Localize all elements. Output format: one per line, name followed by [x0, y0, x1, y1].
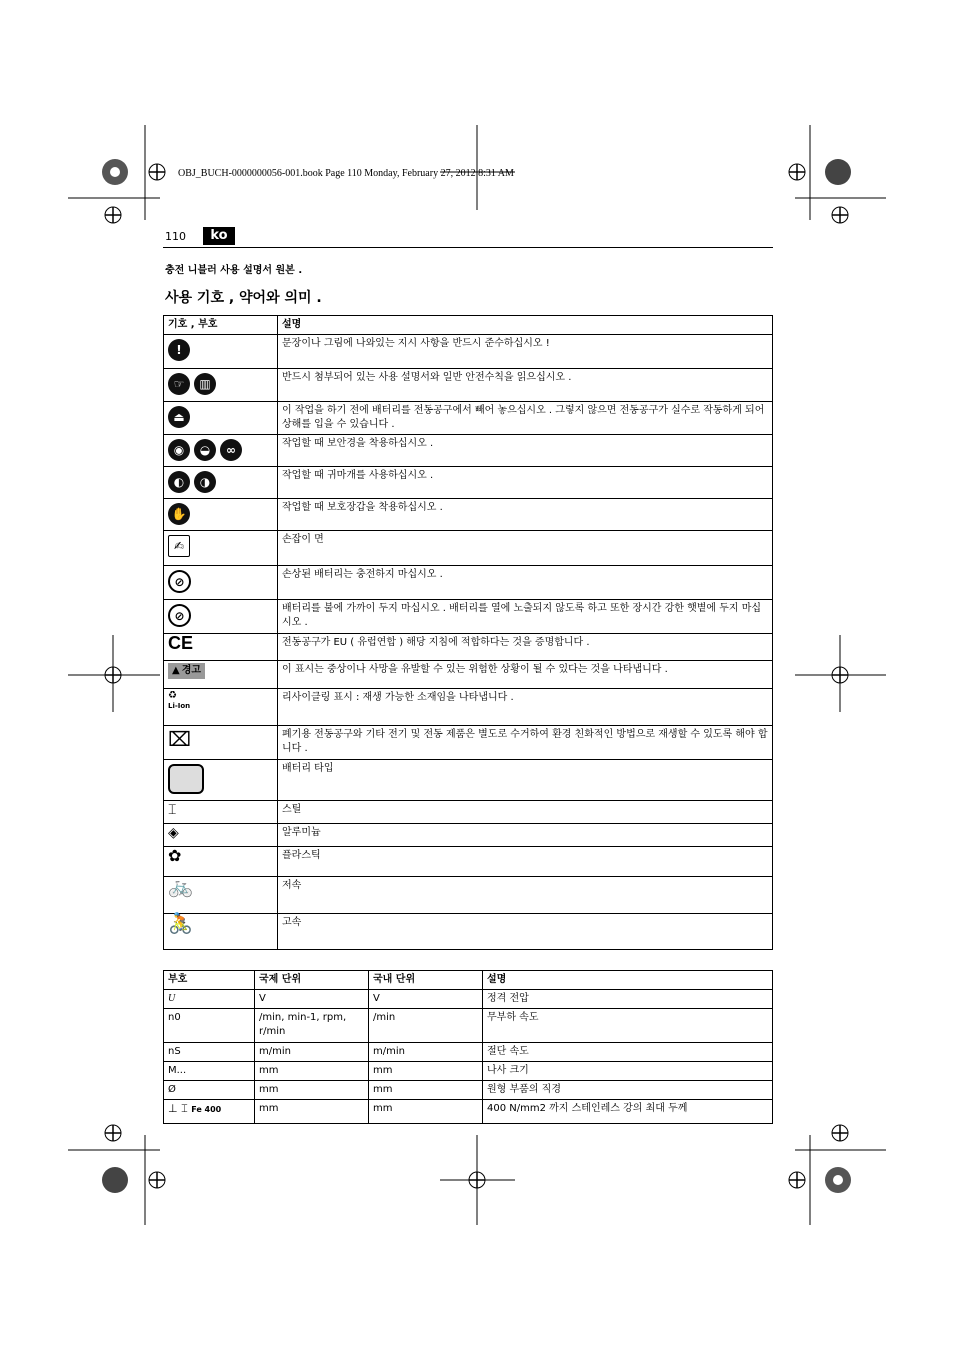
insulated-grip-icon: ✍	[168, 535, 190, 557]
ce-mark-icon: CE	[168, 633, 194, 653]
table-row: Ø mm mm 원형 부품의 직경	[164, 1081, 773, 1100]
header-rule	[163, 247, 773, 248]
intro-text: 충전 니블러 사용 설명서 원본 .	[165, 265, 303, 276]
symbols-table	[163, 315, 773, 950]
ear-protection-icon: ◐	[168, 471, 190, 493]
col-header-desc: 설명	[483, 971, 773, 990]
table-row: n0 /min, min-1, rpm, r/min /min 무부하 속도	[164, 1009, 773, 1043]
table-row: ☞ ▥ 반드시 첨부되어 있는 사용 설명서와 일반 안전수칙을 읽으십시오 .	[164, 369, 773, 402]
table-row: ♻ Li-Ion 리사이클링 표시 : 재생 가능한 소재임을 나타냅니다 .	[164, 689, 773, 726]
col-header-intl: 국제 단위	[255, 971, 369, 990]
table-row: ! 문장이나 그림에 나와있는 지시 사항을 반드시 준수하십시오 !	[164, 335, 773, 369]
table-row: nS m/min m/min 절단 속도	[164, 1043, 773, 1062]
table-row: ✍ 손잡이 면	[164, 531, 773, 566]
goggles-icon: ∞	[220, 439, 242, 461]
language-tag: ko	[203, 227, 235, 245]
table-row: ⏏ 이 작업을 하기 전에 배터리를 전동공구에서 빼어 놓으십시오 . 그렇지 않으면 전동공구가 실수로 작동하게 되어 상해를 입을 수 있습니다 .	[164, 402, 773, 435]
plastic-icon: ✿	[168, 846, 182, 865]
print-header: OBJ_BUCH-0000000056-001.book Page 110 Monday, February 27, 2012 8:31 AM	[178, 168, 514, 179]
table-row: ◉ ◒ ∞ 작업할 때 보안경을 착용하십시오 .	[164, 435, 773, 467]
table-row: M... mm mm 나사 크기	[164, 1062, 773, 1081]
warning-triangle-icon: ▲	[172, 665, 180, 676]
thickness-steel-icon: ⊥ ⌶	[168, 1102, 192, 1115]
col-header-sym: 부호	[164, 971, 255, 990]
table-row: ⊘ 손상된 배터리는 충전하지 마십시오 .	[164, 566, 773, 600]
table-row: ✋ 작업할 때 보호장갑을 착용하십시오 .	[164, 499, 773, 531]
slow-speed-icon: 🚲	[168, 874, 193, 898]
table-row: CE 전동공구가 EU ( 유럽연합 ) 해당 지침에 적합하다는 것을 증명합니다 .	[164, 634, 773, 661]
table-row: ◐ ◑ 작업할 때 귀마개를 사용하십시오 .	[164, 467, 773, 499]
no-fire-icon: ⊘	[168, 604, 191, 627]
eye-protection-icon: ◉	[168, 439, 190, 461]
gloves-icon: ✋	[168, 503, 190, 525]
section-title: 사용 기호 , 약어와 의미 .	[165, 290, 322, 306]
ear-protection-icon: ◑	[194, 471, 216, 493]
table-row: ⌶ 스틸	[164, 801, 773, 824]
table-row: U V V 정격 전압	[164, 990, 773, 1009]
table-row: ⊥ ⌶ Fe 400 mm mm 400 N/mm2 까지 스테인레스 강의 최대 두께	[164, 1100, 773, 1124]
table-row: 🚴 고속	[164, 914, 773, 950]
table-row: ⌧ 폐기용 전동공구와 기타 전기 및 전동 제품은 별도로 수거하여 환경 친화적인 방법으로 재생할 수 있도록 해야 합니다 .	[164, 726, 773, 760]
steel-icon: ⌶	[168, 802, 177, 818]
no-charge-damaged-battery-icon: ⊘	[168, 570, 191, 593]
col-header-description: 설명	[278, 316, 773, 335]
table-row: ⊘ 배터리를 불에 가까이 두지 마십시오 . 배터리를 열에 노출되지 않도록 하고 또한 장시간 강한 햇볕에 두지 마십시오 .	[164, 600, 773, 634]
table-row: 🚲 저속	[164, 877, 773, 914]
col-header-symbol: 기호 , 부호	[164, 316, 278, 335]
mandatory-instruction-icon: !	[168, 339, 190, 361]
warning-label-icon: ▲ 경고	[168, 663, 205, 679]
weee-bin-icon: ⌧	[168, 727, 192, 751]
table-row: 배터리 타입	[164, 760, 773, 801]
units-table	[163, 970, 773, 1124]
high-speed-icon: 🚴	[168, 911, 193, 935]
col-header-nat: 국내 단위	[369, 971, 483, 990]
aluminum-icon: ◈	[168, 825, 179, 841]
table-row: ◈ 알루미늄	[164, 824, 773, 847]
recycling-icon: ♻ Li-Ion	[168, 690, 191, 710]
remove-battery-icon: ⏏	[168, 406, 190, 428]
table-row: ✿ 플라스틱	[164, 847, 773, 877]
page-number: 110	[165, 230, 186, 243]
read-manual-icon: ☞	[168, 373, 190, 395]
book-icon: ▥	[194, 373, 216, 395]
battery-type-icon	[168, 764, 204, 794]
table-row: ▲ 경고 이 표시는 중상이나 사망을 유발할 수 있는 위험한 상황이 될 수 있다는 것을 나타냅니다 .	[164, 661, 773, 689]
face-shield-icon: ◒	[194, 439, 216, 461]
